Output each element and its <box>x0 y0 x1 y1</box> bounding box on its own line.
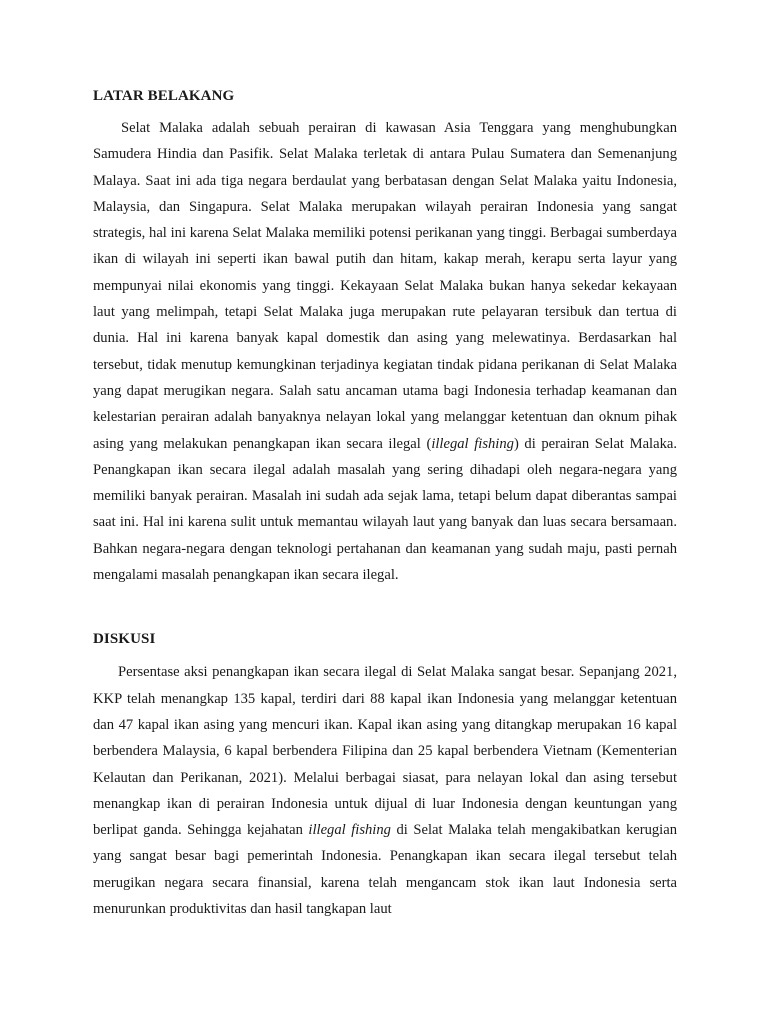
paragraph-diskusi <box>93 659 677 922</box>
paragraph-text: Selat Malaka adalah sebuah perairan di kawasan Asia Tenggara yang menghubungkan Samudera Hindia dan Pasifik. Selat Malaka terletak di antara Pulau Sumatera dan Semenanjung Malaya. Saat ini ada tiga negara berdaulat yang berbatasan dengan Selat Malaka yaitu Indonesia, Malaysia, dan Singapura. Selat Malaka merupakan wilayah perairan Indonesia yang sangat strategis, hal ini karena Selat Malaka memiliki potensi perikanan yang tinggi. Berbagai sumberdaya ikan di wilayah ini seperti ikan bawal putih dan hitam, kakap merah, kerapu serta layur yang mempunyai nilai ekonomis yang tinggi. Kekayaan Selat Malaka bukan hanya sekedar kekayaan laut yang melimpah, tetapi Selat Malaka juga merupakan rute pelayaran tersibuk dan tertua di dunia. Hal ini karena banyak kapal domestik dan asing yang melewatinya. Berdasarkan hal tersebut, tidak menutup kemungkinan terjadinya kegiatan tindak pidana perikanan di Selat Malaka yang dapat merugikan negara. Salah satu ancaman utama bagi Indonesia terhadap keamanan dan kelestarian perairan adalah banyaknya nelayan lokal yang melanggar ketentuan dan oknum pihak asing yang melakukan penangkapan ikan secara ilegal ( <box>93 120 677 452</box>
italic-term-illegal-fishing: illegal fishing <box>431 435 514 452</box>
italic-term-illegal-fishing: illegal fishing <box>308 822 391 839</box>
paragraph-text: Persentase aksi penangkapan ikan secara ilegal di Selat Malaka sangat besar. Sepanjang 2021, KKP telah menangkap 135 kapal, terdiri dari 88 kapal ikan Indonesia yang melanggar ketentuan dan 47 kapal ikan asing yang mencuri ikan. Kapal ikan asing yang ditangkap merupakan 16 kapal berbendera Malaysia, 6 kapal berbendera Filipina dan 25 kapal berbendera Vietnam (Kementerian Kelautan dan Perikanan, 2021). Melalui berbagai siasat, para nelayan lokal dan asing tersebut menangkap ikan di perairan Indonesia untuk dijual di luar Indonesia dengan keuntungan yang berlipat ganda. Sehingga kejahatan <box>93 664 677 839</box>
section-heading-latar-belakang: LATAR BELAKANG <box>93 88 235 104</box>
paragraph-text: ) di perairan Selat Malaka. Penangkapan ikan secara ilegal adalah masalah yang sering dihadapi oleh negara-negara yang memiliki banyak perairan. Masalah ini sudah ada sejak lama, tetapi belum dapat diberantas sampai saat ini. Hal ini karena sulit untuk memantau wilayah laut yang banyak dan luas secara bersamaan. Bahkan negara-negara dengan teknologi pertahanan dan keamanan yang sudah maju, pasti pernah mengalami masalah penangkapan ikan secara ilegal. <box>93 435 677 584</box>
section-heading-diskusi: DISKUSI <box>93 631 156 648</box>
document-page <box>93 84 677 922</box>
paragraph-text: di Selat Malaka telah mengakibatkan kerugian yang sangat besar bagi pemerintah Indonesia. Penangkapan ikan secara ilegal tersebut telah merugikan negara secara finansial, karena telah mengancam stok ikan laut Indonesia serta menurunkan produktivitas dan hasil tangkapan laut <box>93 822 677 918</box>
paragraph-latar-belakang <box>93 115 677 588</box>
